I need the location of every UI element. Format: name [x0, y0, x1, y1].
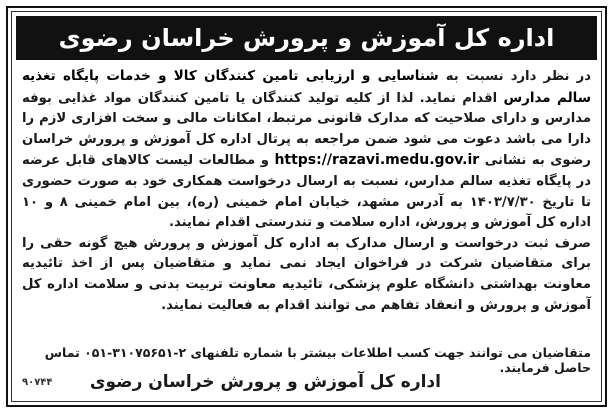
- paragraph-1-intro: در نظر دارد نسبت به: [438, 69, 591, 84]
- notice-body: [22, 66, 591, 316]
- header-title: اداره کل آموزش و پرورش خراسان رضوی: [58, 24, 555, 52]
- paragraph-1-highlight: شناسایی و ارزیابی تامین کنندگان کالا و خدمات پایگاه تغذیه سالم مدارس: [22, 68, 591, 106]
- notice-box: [6, 6, 607, 407]
- footer-signature: اداره کل آموزش و پرورش خراسان رضوی: [89, 372, 441, 392]
- contact-line: متقاضیان می توانند جهت کسب اطلاعات بیشتر با شماره تلفنهای ۲-۳۱۰۷۵۶۵۱-۰۵۱ تماس حاصل فرمایند.: [44, 345, 591, 375]
- header-bar: [16, 16, 597, 60]
- notice-footer: [22, 368, 591, 396]
- paragraph-1: [22, 66, 591, 234]
- paragraph-1-part-2: اقدام نماید. لذا از کلیه تولید کنندگان یا تامین کنندگان مواد غذایی بوفه مدارس و دارای صلاحیت که مدارک قانونی مرتبط، امکانات مالی و سخت افزاری لازم را دارا می باشد دعوت می شود ضمن مراجعه به پرتال اداره کل آموزش و پرورش خراسان رضوی به نشانی: [22, 90, 591, 169]
- portal-url-link[interactable]: https://razavi.medu.gov.ir: [274, 152, 480, 169]
- footer-code: ۹۰۷۴۴: [22, 376, 53, 388]
- paragraph-2: صرف ثبت درخواست و ارسال مدارک به اداره کل آموزش و پرورش هیچ گونه حقی را برای متقاضیان شرکت در فراخوان ایجاد نمی نماید و متقاضیان پس از اخذ تائیدیه معاونت بهداشتی دانشگاه علوم پزشکی، تائیدیه معاونت تربیت بدنی و سلامت اداره کل آموزش و پرورش و انعقاد تفاهم می توانند اقدام به فعالیت نمایند.: [22, 235, 591, 313]
- paragraph-1-part-3: و مطالعات لیست کالاهای قابل عرضه در پایگاه تغذیه سالم مدارس، نسبت به ارسال درخواست همکاری خود به صورت حضوری تا تاریخ ۱۴۰۳/۷/۳۰ به آدرس مشهد، خیابان امام خمینی (ره)، بین امام خمینی ۸ و ۱۰ اداره کل آموزش و پرورش، اداره سلامت و تندرستی اقدام نمایند.: [22, 153, 591, 231]
